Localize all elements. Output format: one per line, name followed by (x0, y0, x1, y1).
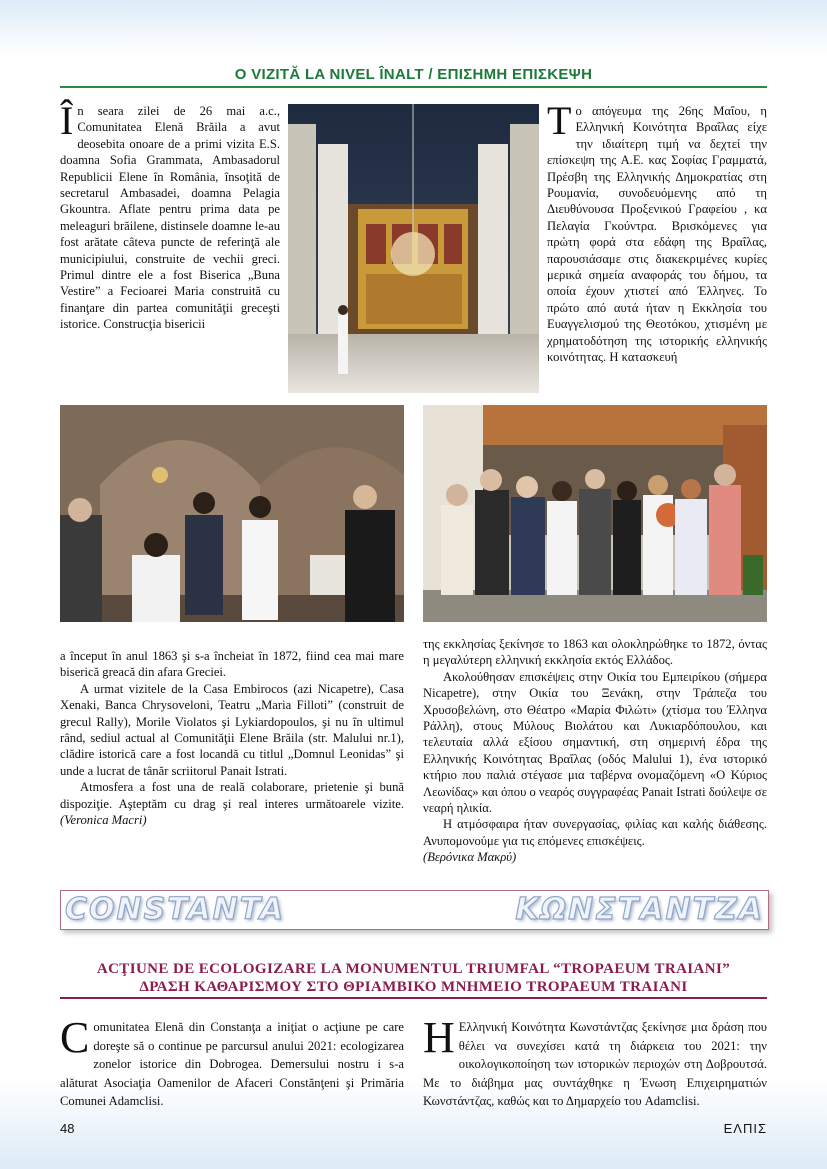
group-photo (423, 405, 767, 622)
banner-word-latin: CONSTANTA (65, 892, 286, 927)
article2-gr-text: Ελληνική Κοινότητα Κωνστάντζας ξεκίνησε μια δράση που θέλει να συνεχίσει κατά τη διάρκεια του 2021: την οικολογικοποίηση των ιστορικών περιοχών στη Δοβρουτσά. Με το διάβημα μας συντάχθηκε η Ένωση Επιχειρηματιών Κωνστάντζας, καθώς και το Δημαρχείο του Adamclisi. (423, 1020, 767, 1109)
page-number: 48 (60, 1121, 75, 1136)
paragraph: Ακολούθησαν επισκέψεις στην Οικία του Εμπειρίκου (σήμερα Nicapetre), στην Οικία του Ξενάκη, στην Τράπεζα του Χρυσοβελώνη, στο Θέατρο «Μαρία Φιλώτι» (χτίσμα του Έλληνα Ράλλη), στους Μύλους Βιολάτου και Λυκιαρδόπουλου, και τελευταία αλλά εξίσου σημαντική, στη σημερινή έδρα της Ελληνικής Κοινότητας Βραΐλας (οδός Malului 1), ένα ιστορικό κτήριο που παλιά στέγασε μια ταβέρνα ονομαζόμενη «Ο Κύριος Λεωνίδας» και όπου ο νεαρός συγγραφέας Panait Istrati δούλεψε σε νεαρή ηλικία. (423, 669, 767, 816)
drop-cap: Η (423, 1013, 455, 1062)
article-ro-intro-text: n seara zilei de 26 mai a.c., Comunitatea Elenă Brăila a avut deosebita onoare de a primi vizita E.S. doamna Sofia Grammata, Ambasadorul Republicii Elene în România, însoţită de secretarul Ambasadei, doamna Pelagia Gkountra. Aflate pentru prima data pe meleaguri brăilene, distinsele doamne le-au fost arătate câteva puncte de referinţă ale municipiului, construite de vechii greci. Primul dintre ele a fost Biserica „Buna Vestire” a Fecioarei Maria construită cu finanţare din partea comunităţii greceşti istorice. Construcţia bisericii (60, 104, 280, 332)
article2-gr (423, 1013, 767, 1111)
article2-ro (60, 1013, 404, 1111)
title-rule (60, 86, 767, 88)
magazine-name: ΕΛΠΙΣ (723, 1121, 767, 1136)
crypt-visit-photo (60, 405, 404, 622)
article2-ro-text: omunitatea Elenă din Constanţa a iniţiat o acţiune pe care doreşte să o continue pe parcursul anului 2021: ecologizarea zonelor istorice din Dobrogea. Demersului nostru i s-a alăturat Asociaţia Oamenilor de Afaceri Constănţeni şi Primăria Comunei Adamclisi. (60, 1020, 404, 1109)
paragraph (60, 779, 404, 828)
drop-cap: Î (60, 98, 74, 143)
article-ro-intro (60, 98, 280, 333)
section-title-gr: ΔΡΑΣΗ ΚΑΘΑΡΙΣΜΟΥ ΣΤΟ ΘΡΙΑΜΒΙΚΟ ΜΝΗΜΕΙΟ TROPAEUM TRAIANI (139, 979, 688, 995)
paragraph: της εκκλησίας ξεκίνησε το 1863 και ολοκληρώθηκε το 1872, όντας η μεγαλύτερη ελληνική εκκλησία εκτός Ελλάδος. (423, 637, 767, 668)
author-signature: (Veronica Macri) (60, 813, 147, 828)
article-gr-intro-text: ο απόγευμα της 26ης Μαΐου, η Ελληνική Κοινότητα Βραΐλας είχε την ιδιαίτερη τιμή να δεχτεί την επίσκεψη της Α.Ε. κας Σοφίας Γραμματά, Πρέσβη της Ελληνικής Δημοκρατίας στη Ρουμανία, συνοδευόμενης από τη Διευθύνουσα Προξενικού Γραφείου , κα Πελαγία Γκούντρα. Βρισκόμενες για πρώτη φορά στα εδάφη της Βραΐλας, παρουσιάσαμε στις διακεκριμένες κυρίες μερικά σημεία αναφοράς του δήμου, τα οποία έχουν χτιστεί από Έλληνες. Το πρώτο από αυτά ήταν η Εκκλησία του Ευαγγελισμού της Θεοτόκου, χτισμένη με χρηματοδότηση της ιστορικής ελληνικής κοινότητας. Η κατασκευή (547, 104, 767, 365)
city-banner (60, 890, 769, 930)
paragraph: Η ατμόσφαιρα ήταν συνεργασίας, φιλίας και καλής διάθεσης. Ανυπομονούμε για τις επόμενες επισκέψεις. (423, 817, 767, 848)
section-title-ro: ACŢIUNE DE ECOLOGIZARE LA MONUMENTUL TRIUMFAL “TROPAEUM TRAIANI” (96, 961, 731, 977)
banner-word-greek: ΚΩΝΣΤΑΝΤΖΑ (515, 892, 764, 927)
section-title: O VIZITĂ LA NIVEL ÎNALT / ΕΠΙΣΗΜΗ ΕΠΙΣΚΕΨΗ (234, 66, 593, 83)
paragraph (423, 849, 767, 865)
article-gr-intro (547, 98, 767, 366)
paragraph: A urmat vizitele de la Casa Embirocos (azi Nicapetre), Casa Xenaki, Banca Chrysoveloni, Teatru „Maria Filloti” (construit de grecul Rally), Morile Violatos şi Lykiardopoulos, şi nu în ultimul rând, sediul actual al Comunităţii Elene Brăila (str. Malului nr.1), clădire istorică care a fost locandă cu titlul „Domnul Leonidas” şi unde a lucrat de tânăr scriitorul Panait Istrati. (60, 681, 404, 778)
author-signature: (Βερόνικα Μακρύ) (423, 850, 517, 865)
drop-cap: Τ (547, 98, 572, 143)
title-rule (60, 997, 767, 999)
article-ro-continuation (60, 648, 404, 828)
paragraph: a început în anul 1863 şi s-a încheiat în 1872, fiind cea mai mare biserică greacă din afara Greciei. (60, 649, 404, 680)
drop-cap: C (60, 1013, 90, 1062)
paragraph-text: Atmosfera a fost una de reală colaborare, prietenie şi bună dispoziţie. Aşteptăm cu drag şi real interes următoarele vizite. (60, 780, 404, 811)
church-interior-photo (288, 104, 539, 393)
article-gr-continuation (423, 636, 767, 866)
